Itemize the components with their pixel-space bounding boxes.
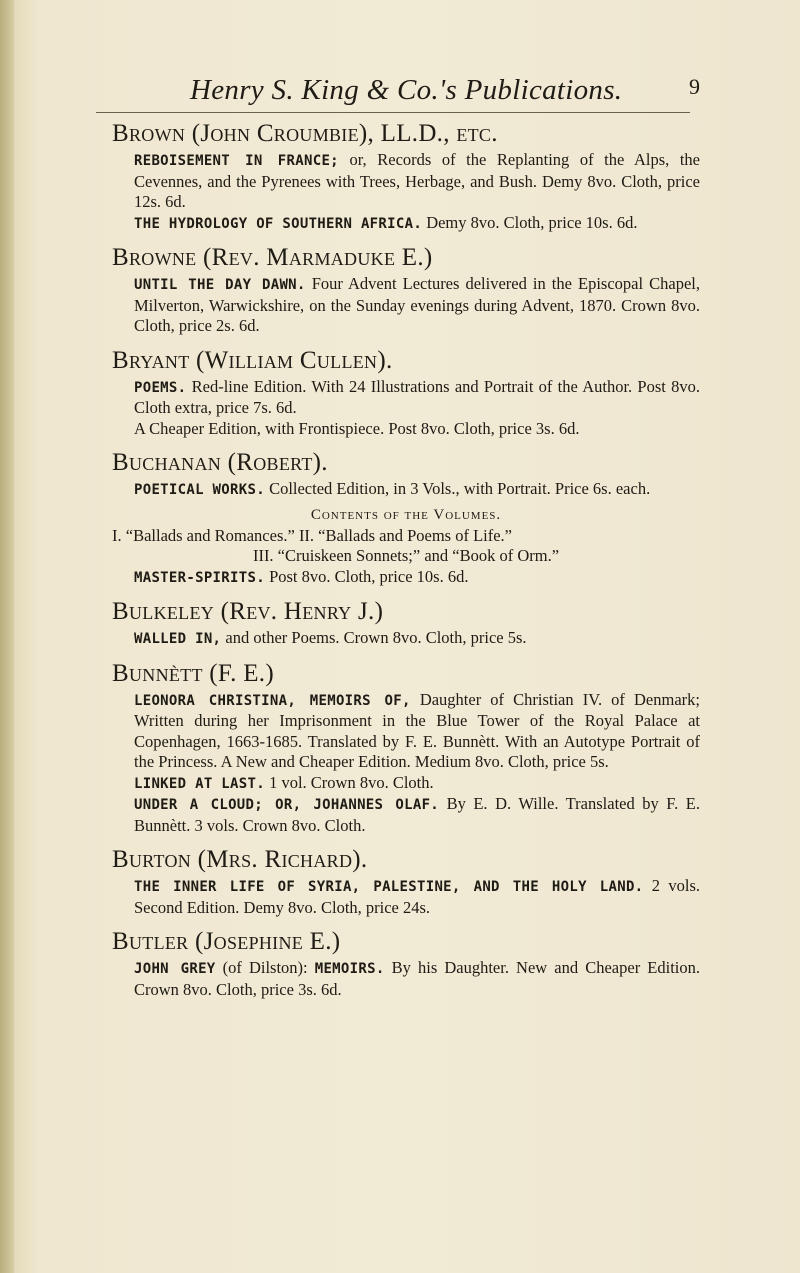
work-entry <box>112 419 700 440</box>
work-description: Red-line Edition. With 24 Illustrations and Portrait of the Author. Post 8vo. Cloth extra, price 7s. 6d. <box>134 376 700 417</box>
work-description: Daughter of Christian IV. of Denmark; Written during her Imprisonment in the Blue Tower of the Royal Palace at Copenhagen, 1663-1685. Translated by F. E. Bunnètt. With an Autotype Portrait of the Princess. A New and Cheaper Edition. Medium 8vo. Cloth, price 5s. <box>134 689 700 771</box>
work-entry <box>112 377 700 419</box>
work-title: LEONORA CHRISTINA, MEMOIRS OF, <box>134 692 411 709</box>
work-description: (of Dilston): <box>215 958 315 977</box>
work-description: Demy 8vo. Cloth, price 10s. 6d. <box>422 212 638 232</box>
work-title: POETICAL WORKS. <box>134 482 265 498</box>
work-title: WALLED IN, <box>134 631 222 647</box>
entry-bryant <box>112 345 700 440</box>
page-header <box>190 74 700 114</box>
entry-browne <box>112 242 700 337</box>
work-entry <box>112 958 700 1000</box>
work-title: UNDER A CLOUD; OR, JOHANNES OLAF. <box>134 797 440 813</box>
entry-bunnett <box>112 658 700 837</box>
work-title: MASTER-SPIRITS. <box>134 569 265 586</box>
work-description: By his Daughter. New and Cheaper Edition. Crown 8vo. Cloth, price 3s. 6d. <box>134 958 700 999</box>
work-entry <box>112 690 700 773</box>
work-description: A Cheaper Edition, with Frontispiece. Post 8vo. Cloth, price 3s. 6d. <box>134 418 580 438</box>
work-title: THE INNER LIFE OF SYRIA, PALESTINE, AND THE HOLY LAND. <box>134 879 644 895</box>
work-title: REBOISEMENT IN FRANCE; <box>134 153 339 169</box>
work-description: and other Poems. Crown 8vo. Cloth, price 5s. <box>221 628 527 647</box>
author-heading: Buchanan (Robert). <box>112 449 328 476</box>
page-gutter-shadow <box>0 0 14 1273</box>
work-entry <box>112 274 700 337</box>
work-entry <box>112 876 700 918</box>
work-entry <box>112 150 700 213</box>
author-heading: Brown (John Croumbie), LL.D., etc. <box>112 120 498 147</box>
entry-butler <box>112 926 700 1000</box>
entry-bulkeley <box>112 596 700 650</box>
work-entry <box>112 628 700 650</box>
catalogue-content <box>112 118 700 1000</box>
running-head: Henry S. King & Co.'s Publications. <box>190 74 623 106</box>
author-heading: Bunnètt (F. E.) <box>112 659 274 687</box>
work-description: Post 8vo. Cloth, price 10s. 6d. <box>264 566 469 586</box>
work-title: THE HYDROLOGY OF SOUTHERN AFRICA. <box>134 215 423 232</box>
work-description: Four Advent Lectures delivered in the Episcopal Chapel, Milverton, Warwickshire, on the Sunday evenings during Advent, 1870. Crown 8vo. Cloth, price 2s. 6d. <box>134 274 700 335</box>
volumes-line: I. “Ballads and Romances.” II. “Ballads and Poems of Life.” <box>112 525 512 545</box>
work-description: 1 vol. Crown 8vo. Cloth. <box>264 772 434 792</box>
work-entry <box>112 479 700 501</box>
page-number: 9 <box>689 74 700 99</box>
work-description: By E. D. Wille. Translated by F. E. Bunnètt. 3 vols. Crown 8vo. Cloth. <box>134 794 700 835</box>
entry-brown <box>112 118 700 234</box>
work-description: 2 vols. Second Edition. Demy 8vo. Cloth, price 24s. <box>134 876 700 917</box>
work-entry <box>112 567 700 589</box>
author-heading: Butler (Josephine E.) <box>112 928 341 955</box>
header-rule <box>96 112 690 113</box>
work-description: Collected Edition, in 3 Vols., with Portrait. Price 6s. each. <box>264 479 651 498</box>
author-heading: Burton (Mrs. Richard). <box>112 846 368 873</box>
author-heading: Bulkeley (Rev. Henry J.) <box>112 598 384 625</box>
work-title: LINKED AT LAST. <box>134 775 265 792</box>
work-entry <box>112 213 700 235</box>
work-entry <box>112 794 700 836</box>
entry-burton <box>112 844 700 918</box>
author-heading: Browne (Rev. Marmaduke E.) <box>112 244 433 271</box>
work-title: JOHN GREY <box>134 961 216 977</box>
author-heading: Bryant (William Cullen). <box>112 346 393 374</box>
work-entry <box>112 773 700 795</box>
work-title: POEMS. <box>134 379 187 396</box>
contents-heading: Contents of the Volumes. <box>310 506 502 523</box>
entry-buchanan <box>112 447 700 588</box>
volumes-line: III. “Cruiskeen Sonnets;” and “Book of Orm.” <box>252 546 560 565</box>
work-description: or, Records of the Replanting of the Alps, the Cevennes, and the Pyrenees with Trees, Herbage, and Bush. Demy 8vo. Cloth, price 12s. 6d. <box>134 150 700 211</box>
work-title: MEMOIRS. <box>314 961 385 977</box>
work-title: UNTIL THE DAY DAWN. <box>134 277 306 293</box>
